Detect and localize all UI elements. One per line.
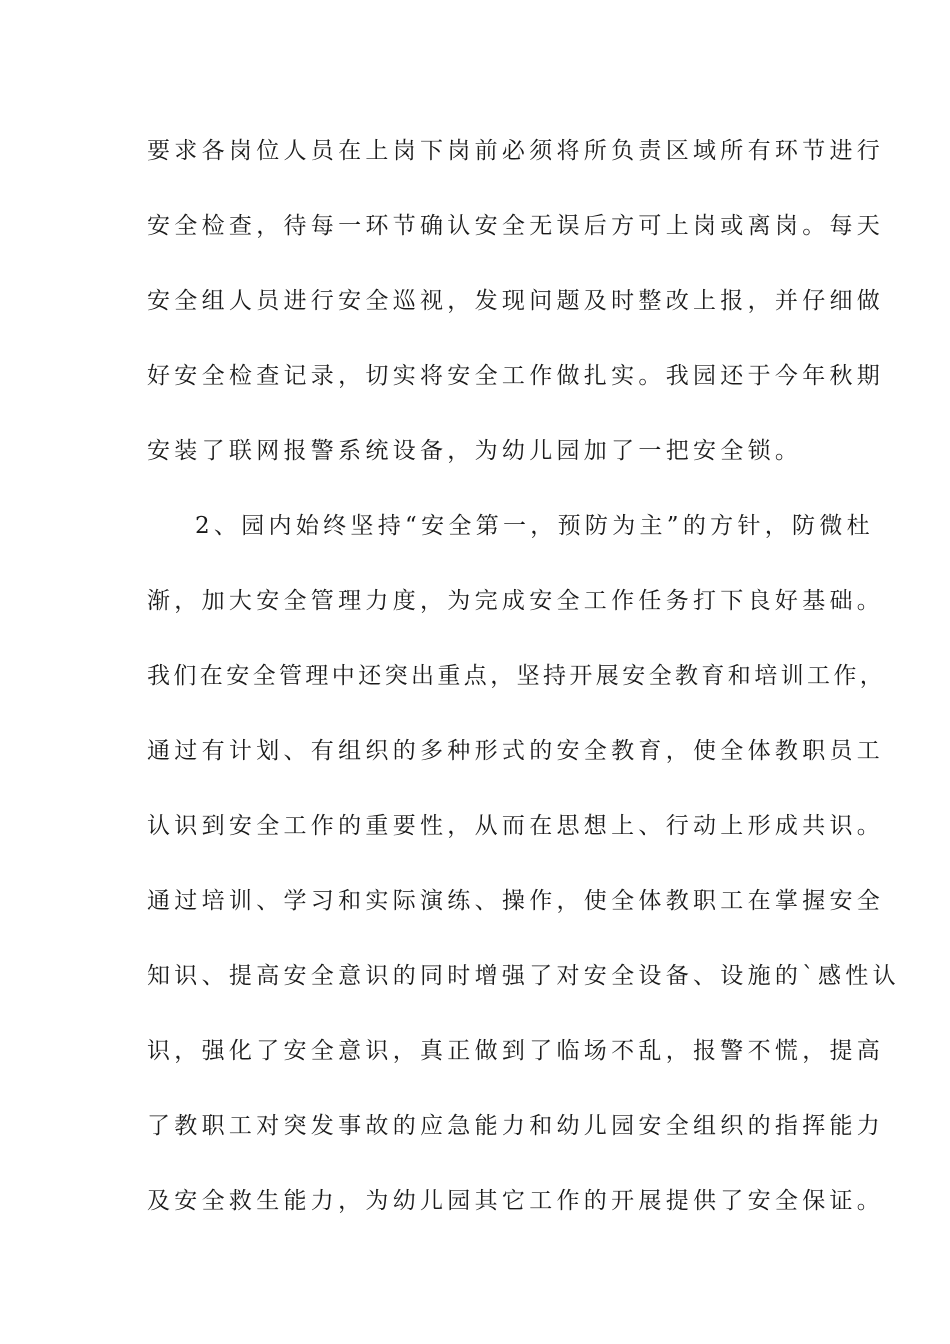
- text-line: 通过培训、学习和实际演练、操作，使全体教职工在掌握安全: [147, 888, 885, 914]
- text-line: 认识到安全工作的重要性，从而在思想上、行动上形成共识。: [147, 813, 885, 839]
- text-line: 我们在安全管理中还突出重点，坚持开展安全教育和培训工作，: [147, 663, 887, 689]
- text-line: 安全组人员进行安全巡视，发现问题及时整改上报，并仔细做: [147, 288, 885, 314]
- text-line: 安装了联网报警系统设备，为幼儿园加了一把安全锁。: [147, 438, 803, 464]
- text-line: 识，强化了安全意识，真正做到了临场不乱，报警不慌，提高: [147, 1038, 885, 1064]
- text-line: 知识、提高安全意识的同时增强了对安全设备、设施的`感性认: [147, 963, 900, 989]
- paragraph-start-line: 2、园内始终坚持“安全第一，预防为主”的方针，防微杜: [195, 513, 874, 539]
- text-line: 渐，加大安全管理力度，为完成安全工作任务打下良好基础。: [147, 588, 885, 614]
- text-line: 通过有计划、有组织的多种形式的安全教育，使全体教职员工: [147, 738, 885, 764]
- text-line: 安全检查，待每一环节确认安全无误后方可上岗或离岗。每天: [147, 213, 885, 239]
- text-line: 了教职工对突发事故的应急能力和幼儿园安全组织的指挥能力: [147, 1113, 885, 1139]
- text-line: 好安全检查记录，切实将安全工作做扎实。我园还于今年秋期: [147, 363, 885, 389]
- text-line: 要求各岗位人员在上岗下岗前必须将所负责区域所有环节进行: [147, 138, 885, 164]
- text-line: 及安全救生能力，为幼儿园其它工作的开展提供了安全保证。: [147, 1188, 885, 1214]
